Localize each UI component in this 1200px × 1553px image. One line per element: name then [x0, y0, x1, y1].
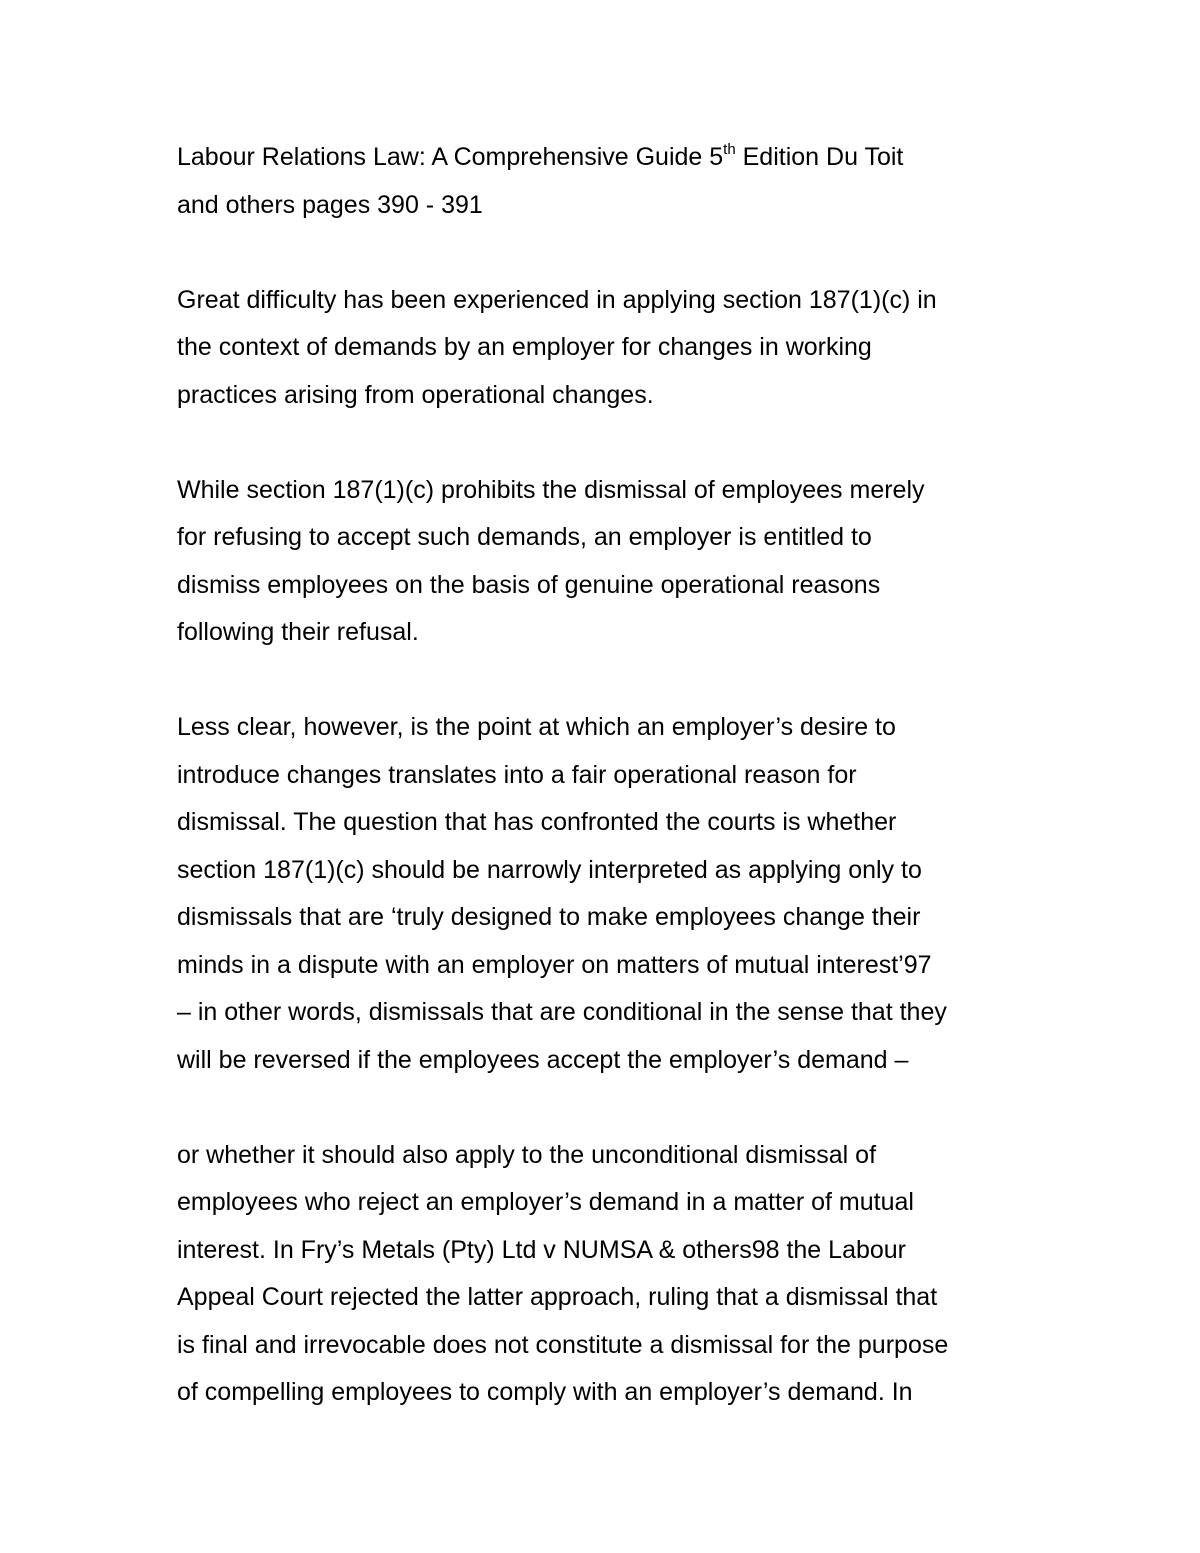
- paragraph-line: the context of demands by an employer for changes in working: [177, 333, 872, 361]
- paragraph-line: for refusing to accept such demands, an employer is entitled to: [177, 523, 872, 551]
- heading-edition-superscript: th: [723, 140, 736, 158]
- heading-title: Labour Relations Law: A Comprehensive Guide 5: [177, 143, 724, 171]
- paragraph-line: minds in a dispute with an employer on matters of mutual interest’97: [177, 950, 932, 979]
- paragraph-4: [177, 1132, 1037, 1417]
- paragraph-line: Great difficulty has been experienced in applying section 187(1)(c) in: [177, 285, 937, 314]
- paragraph-line: is final and irrevocable does not constitute a dismissal for the purpose: [177, 1330, 949, 1359]
- paragraph-line: will be reversed if the employees accept the employer’s demand –: [177, 1045, 909, 1074]
- paragraph-line: following their refusal.: [177, 618, 419, 646]
- heading-line-1: [177, 134, 1037, 182]
- paragraph-line: of compelling employees to comply with an employer’s demand. In: [177, 1378, 913, 1406]
- paragraph-line: – in other words, dismissals that are conditional in the sense that they: [177, 998, 947, 1026]
- paragraph-line: interest. In Fry’s Metals (Pty) Ltd v NUMSA & others98 the Labour: [177, 1235, 907, 1264]
- paragraph-1: [177, 277, 1037, 420]
- paragraph-line: Appeal Court rejected the latter approach, ruling that a dismissal that: [177, 1283, 938, 1311]
- paragraph-line: dismissal. The question that has confronted the courts is whether: [177, 808, 897, 836]
- paragraph-line: Less clear, however, is the point at which an employer’s desire to: [177, 713, 896, 741]
- paragraph-line: dismissals that are ‘truly designed to make employees change their: [177, 903, 921, 931]
- document-heading: [177, 134, 1037, 229]
- document-body: [177, 134, 1037, 1464]
- paragraph-line: employees who reject an employer’s demand in a matter of mutual: [177, 1188, 914, 1216]
- heading-line-2: and others pages 390 - 391: [177, 190, 483, 219]
- paragraph-line: While section 187(1)(c) prohibits the dismissal of employees merely: [177, 475, 925, 504]
- paragraph-2: [177, 467, 1037, 657]
- heading-edition-author: Edition Du Toit: [735, 143, 904, 171]
- paragraph-line: or whether it should also apply to the unconditional dismissal of: [177, 1140, 877, 1169]
- paragraph-line: dismiss employees on the basis of genuine operational reasons: [177, 570, 881, 599]
- paragraph-line: section 187(1)(c) should be narrowly interpreted as applying only to: [177, 855, 922, 884]
- paragraph-3: [177, 704, 1037, 1084]
- paragraph-line: introduce changes translates into a fair operational reason for: [177, 760, 857, 789]
- paragraph-line: practices arising from operational changes.: [177, 380, 654, 409]
